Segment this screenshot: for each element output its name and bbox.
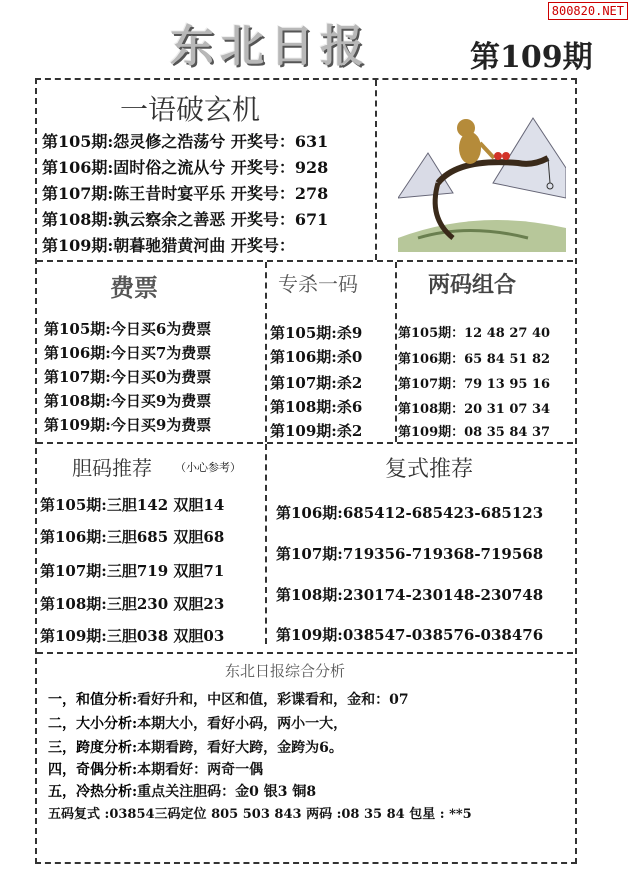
analysis-row xyxy=(48,689,409,709)
analysis-label: 二，大小分析: xyxy=(48,716,138,732)
fee-ticket-row: 第105期:今日买6为费票 xyxy=(44,320,212,338)
divider xyxy=(375,80,377,260)
kill-one-row: 第106期:杀0 xyxy=(270,348,363,366)
fee-ticket-row: 第106期:今日买7为费票 xyxy=(44,344,212,362)
kill-one-row: 第107期:杀2 xyxy=(270,374,363,392)
fee-ticket-row: 第107期:今日买0为费票 xyxy=(44,368,212,386)
fee-ticket-row: 第108期:今日买9为费票 xyxy=(44,392,212,410)
multiple-recommend-row: 第106期:685412-685423-685123 xyxy=(276,504,544,522)
multiple-recommend-row: 第107期:719356-719368-719568 xyxy=(276,545,544,563)
analysis-label: 五，冷热分析: xyxy=(48,784,138,800)
bravery-code-row: 第106期:三胆685 双胆68 xyxy=(40,528,225,546)
riddle-row: 第107期:陈王昔时宴平乐 开奖号：278 xyxy=(42,184,329,203)
analysis-footer: 五码复式 :03854三码定位 805 503 843 两码 :08 35 84 包星 : **5 xyxy=(48,807,472,822)
analysis-label: 四，奇偶分析: xyxy=(48,762,138,778)
riddle-row: 第105期:怨灵修之浩荡兮 开奖号：631 xyxy=(42,132,329,151)
analysis-label: 三，跨度分析: xyxy=(48,740,138,756)
fee-ticket-title: 费票 xyxy=(110,273,158,302)
bravery-code-row: 第109期:三胆038 双胆03 xyxy=(40,627,225,645)
riddle-row: 第106期:固时俗之流从兮 开奖号：928 xyxy=(42,158,329,177)
fee-ticket-row: 第109期:今日买9为费票 xyxy=(44,416,212,434)
riddle-title: 一语破玄机 xyxy=(120,93,261,126)
two-code-combo-row: 第105期：12 48 27 40 xyxy=(398,326,551,341)
multiple-recommend-row: 第109期:038547-038576-038476 xyxy=(276,626,544,644)
analysis-row xyxy=(48,759,263,779)
divider xyxy=(395,262,397,442)
newspaper-masthead: 东北日报 xyxy=(170,21,370,72)
divider xyxy=(37,260,573,262)
bravery-code-row: 第107期:三胆719 双胆71 xyxy=(40,562,225,580)
analysis-text: 重点关注胆码：金0 银3 铜8 xyxy=(137,784,317,800)
two-code-combo-row: 第108期：20 31 07 34 xyxy=(398,402,551,417)
issue-number: 第109期 xyxy=(470,40,593,75)
kill-one-row: 第108期:杀6 xyxy=(270,398,363,416)
site-watermark: 800820.NET xyxy=(548,2,628,20)
divider xyxy=(265,444,267,644)
analysis-label: 一，和值分析: xyxy=(48,692,138,708)
multiple-recommend-title: 复式推荐 xyxy=(385,457,474,482)
analysis-row xyxy=(48,781,316,801)
analysis-title: 东北日报综合分析 xyxy=(225,662,346,680)
two-code-combo-row: 第109期：08 35 84 37 xyxy=(398,425,551,440)
analysis-text: 看好升和，中区和值，彩谍看和，金和：07 xyxy=(137,692,409,708)
analysis-text: 本期看好：两奇一偶 xyxy=(137,762,264,778)
bravery-code-row: 第105期:三胆142 双胆14 xyxy=(40,496,225,514)
analysis-row xyxy=(48,713,347,733)
analysis-text: 本期大小，看好小码，两小一大， xyxy=(137,716,348,732)
analysis-text: 本期看跨，看好大跨，金跨为6。 xyxy=(137,740,343,756)
monkey-on-branch-illustration xyxy=(398,88,566,252)
multiple-recommend-row: 第108期:230174-230148-230748 xyxy=(276,586,544,604)
two-code-combo-title: 两码组合 xyxy=(428,272,517,298)
analysis-row xyxy=(48,737,343,757)
kill-one-title: 专杀一码 xyxy=(278,272,358,296)
divider xyxy=(265,262,267,442)
kill-one-row: 第109期:杀2 xyxy=(270,422,363,440)
divider xyxy=(37,442,573,444)
bravery-code-title: 胆码推荐 xyxy=(72,456,152,480)
riddle-row: 第109期:朝暮驰猎黄河曲 开奖号： xyxy=(42,236,295,255)
bravery-code-note: （小心参考） xyxy=(175,461,241,474)
riddle-row: 第108期:孰云察余之善恶 开奖号：671 xyxy=(42,210,329,229)
two-code-combo-row: 第107期：79 13 95 16 xyxy=(398,377,551,392)
kill-one-row: 第105期:杀9 xyxy=(270,324,363,342)
bravery-code-row: 第108期:三胆230 双胆23 xyxy=(40,595,225,613)
divider xyxy=(37,652,573,654)
two-code-combo-row: 第106期：65 84 51 82 xyxy=(398,352,551,367)
